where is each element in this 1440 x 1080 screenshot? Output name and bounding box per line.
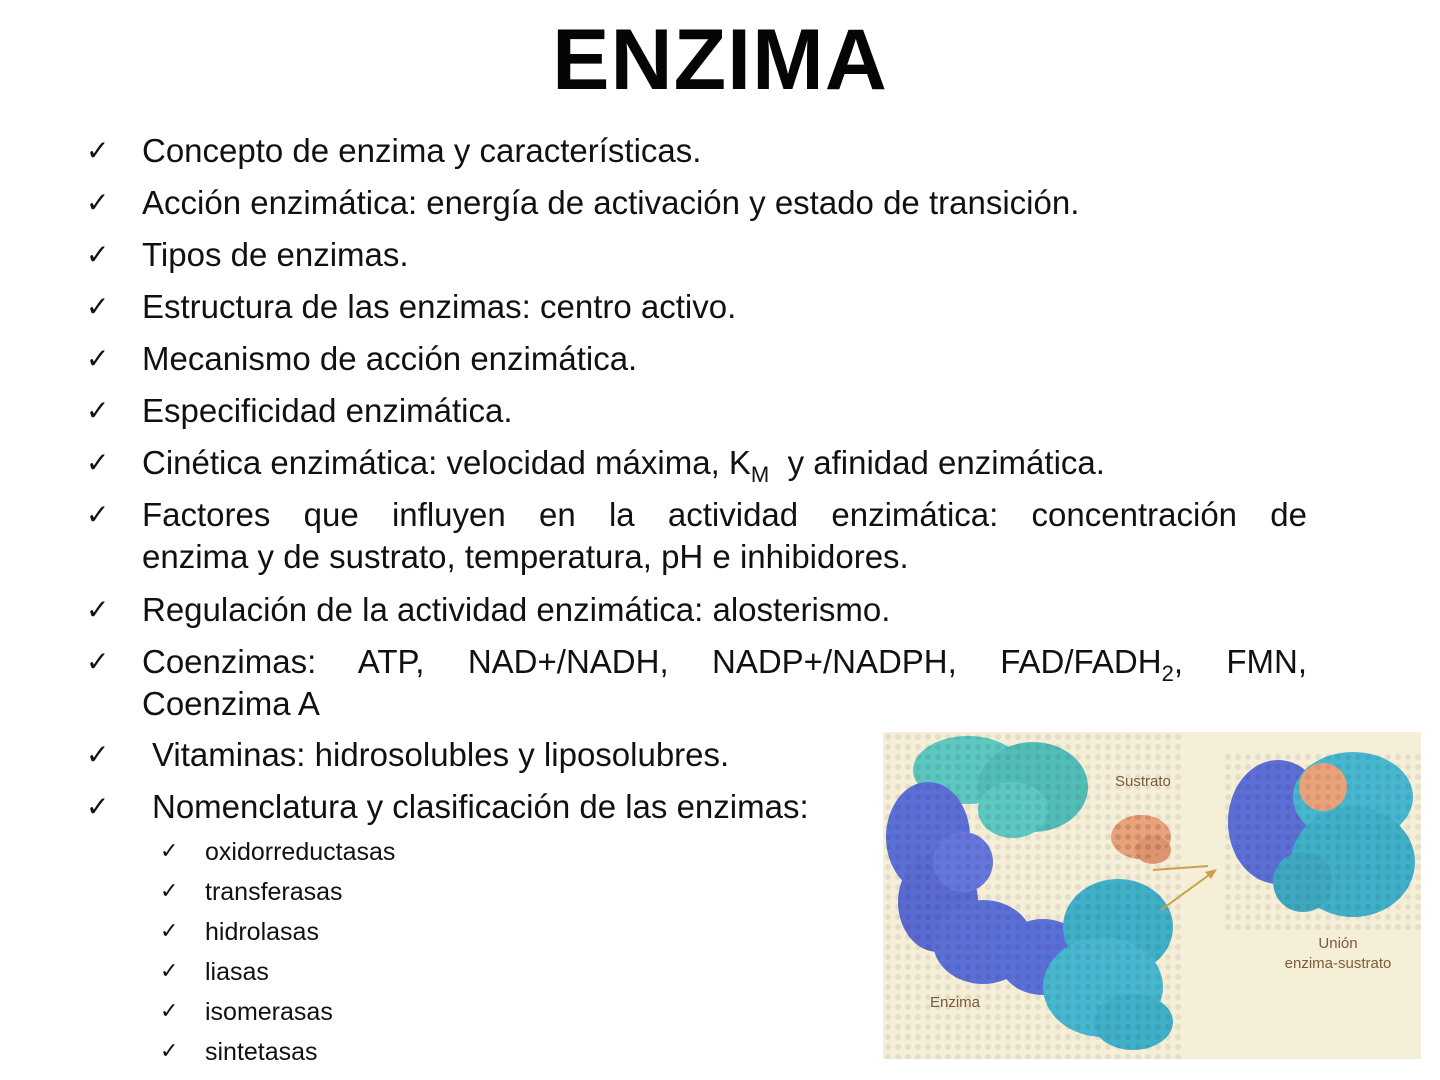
page-title: ENZIMA xyxy=(552,12,888,108)
enzyme-substrate-figure xyxy=(883,732,1421,1059)
list-item-text: Regulación de la actividad enzimática: alosterismo. xyxy=(142,591,891,628)
check-icon: ✓ xyxy=(86,738,110,771)
list-item xyxy=(86,286,736,328)
enzyme-substrate-complex xyxy=(1223,752,1421,932)
list-item-text: Tipos de enzimas. xyxy=(142,236,409,273)
list-item-text: Vitaminas: hidrosolubles y liposolubres. xyxy=(152,736,730,773)
union-label-line-1: Unión xyxy=(1318,935,1358,952)
check-icon: ✓ xyxy=(86,134,110,167)
factors-line-2: enzima y de sustrato, temperatura, pH e inhibidores. xyxy=(142,538,909,575)
sub-list-item xyxy=(160,1036,318,1068)
list-item-text: Especificidad enzimática. xyxy=(142,392,513,429)
km-subscript: M xyxy=(750,462,770,487)
check-icon: ✓ xyxy=(160,999,179,1024)
check-icon: ✓ xyxy=(86,290,110,323)
sub-list-item xyxy=(160,916,319,948)
coenzymes-text: Coenzimas: ATP, NAD+/NADH, NADP+/NADPH, FAD/FADH xyxy=(142,643,1162,680)
list-item xyxy=(86,734,729,776)
union-label-line-2: enzima-sustrato xyxy=(1284,955,1392,972)
fadh-subscript: 2 xyxy=(1161,661,1174,686)
kinetics-text: Cinética enzimática: velocidad máxima, K xyxy=(142,444,751,481)
sub-list-item xyxy=(160,956,269,988)
substrate-label: Sustrato xyxy=(1115,773,1171,790)
check-icon: ✓ xyxy=(160,959,179,984)
list-item xyxy=(86,338,637,380)
list-item-text xyxy=(142,641,1307,725)
list-item-text xyxy=(142,442,1105,487)
sub-list-item-text: isomerasas xyxy=(205,998,333,1026)
list-item xyxy=(86,182,1079,224)
list-item xyxy=(86,641,1307,725)
check-icon: ✓ xyxy=(160,839,179,864)
coenzymes-line-2: Coenzima A xyxy=(142,685,320,722)
sub-list-item-text: oxidorreductasas xyxy=(205,838,396,866)
sub-list-item-text: liasas xyxy=(205,958,269,986)
factors-line-1: Factores que influyen en la actividad enzimática: concentración de xyxy=(142,496,1307,533)
sub-list-item xyxy=(160,876,343,908)
list-item-text: Nomenclatura y clasificación de las enzimas: xyxy=(152,788,809,825)
sub-list-item xyxy=(160,996,333,1028)
check-icon: ✓ xyxy=(86,593,110,626)
check-icon: ✓ xyxy=(86,498,110,531)
coenzymes-line-1 xyxy=(142,641,1308,686)
list-item-text: Estructura de las enzimas: centro activo. xyxy=(142,288,737,325)
sub-list-item-text: sintetasas xyxy=(205,1038,318,1066)
list-item xyxy=(86,589,890,631)
kinetics-text-end: y afinidad enzimática. xyxy=(769,444,1105,481)
list-item-text: Concepto de enzima y características. xyxy=(142,132,702,169)
check-icon: ✓ xyxy=(86,394,110,427)
list-item-text: Acción enzimática: energía de activación y estado de transición. xyxy=(142,184,1080,221)
sub-list-item-text: hidrolasas xyxy=(205,918,319,946)
check-icon: ✓ xyxy=(86,645,110,678)
check-icon: ✓ xyxy=(86,342,110,375)
list-item xyxy=(86,234,409,276)
sub-list-item xyxy=(160,836,395,868)
list-item xyxy=(86,786,809,828)
check-icon: ✓ xyxy=(160,1039,179,1064)
union-label xyxy=(1273,934,1403,974)
list-item xyxy=(86,442,1105,487)
check-icon: ✓ xyxy=(86,186,110,219)
list-item xyxy=(86,494,1307,578)
check-icon: ✓ xyxy=(86,446,110,479)
check-icon: ✓ xyxy=(86,790,110,823)
list-item xyxy=(86,390,513,432)
enzyme-label: Enzima xyxy=(930,994,981,1011)
sub-list-item-text: transferasas xyxy=(205,878,343,906)
coenzymes-text-end: , FMN, xyxy=(1173,643,1308,680)
list-item-text xyxy=(142,494,1307,578)
check-icon: ✓ xyxy=(160,879,179,904)
list-item-text: Mecanismo de acción enzimática. xyxy=(142,340,638,377)
check-icon: ✓ xyxy=(160,919,179,944)
check-icon: ✓ xyxy=(86,238,110,271)
list-item xyxy=(86,130,701,172)
